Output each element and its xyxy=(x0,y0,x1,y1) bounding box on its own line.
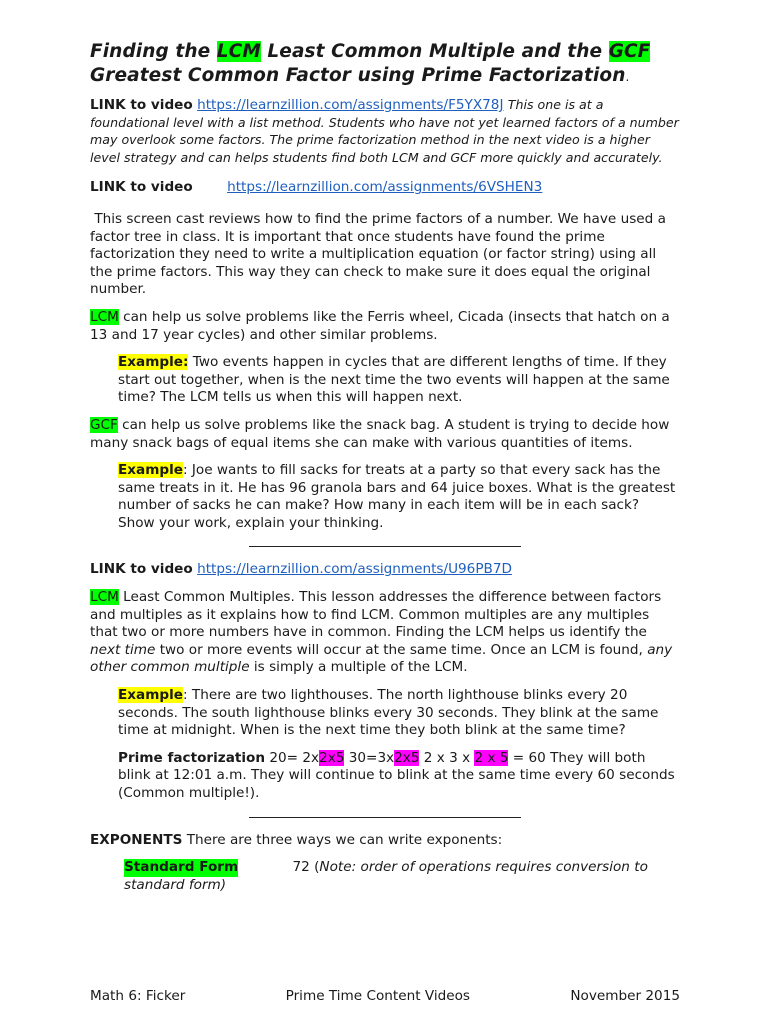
lcm-tag: LCM xyxy=(90,308,119,325)
example-label: Example: xyxy=(118,354,189,371)
exponents-label: EXPONENTS xyxy=(90,831,183,848)
lcm-lesson-paragraph: LCM Least Common Multiples. This lesson addresses the difference between factors and multiples as it explains how to find LCM. Common multiples are any multiples that two or more numbers have in common. Finding the LCM helps us identify the next time two or more events will occur at the same time. Once an LCM is found, any other common multiple is simply a multiple of the LCM. xyxy=(90,589,673,676)
video-link-label: LINK to video xyxy=(90,179,193,196)
video-link-3-paragraph xyxy=(90,561,680,579)
video-link-label: LINK to video xyxy=(90,97,193,113)
lcm-highlight: LCM xyxy=(216,41,261,62)
lcm-use-paragraph: LCM can help us solve problems like the Ferris wheel, Cicada (insects that hatch on a 13 and 17 year cycles) and other similar problems. xyxy=(90,308,670,343)
footer-right: November 2015 xyxy=(570,988,680,1004)
document-page xyxy=(90,40,680,904)
standard-form-row xyxy=(124,859,680,894)
gcf-tag: GCF xyxy=(90,416,118,433)
example-label: Example xyxy=(118,687,184,704)
factor-highlight: 2 x 5 xyxy=(474,749,509,766)
video-link-3[interactable]: https://learnzillion.com/assignments/U96PB7D xyxy=(197,561,512,578)
prime-factorization-paragraph: Prime factorization 20= 2x2x5 30=3x2x5 2 x 3 x 2 x 5 = 60 They will both blink at 12:01 a.m. They will continue to blink at the same time every 60 seconds (Common multiple!). xyxy=(118,749,675,801)
lcm-tag: LCM xyxy=(90,589,119,606)
footer-left: Math 6: Ficker xyxy=(90,988,186,1004)
gcf-use-paragraph: GCF can help us solve problems like the snack bag. A student is trying to decide how many snack bags of equal items she can make with various quantities of items. xyxy=(90,416,670,451)
video-2-description: This screen cast reviews how to find the prime factors of a number. We have used a factor tree in class. It is important that once students have found the prime factorization they need to write a multiplication equation (or factor string) using all the prime factors. This way they can check to make sure it does equal the original number. xyxy=(90,210,666,298)
divider xyxy=(249,817,521,818)
example-2: Example: Joe wants to fill sacks for treats at a party so that every sack has the same treats in it. He has 96 granola bars and 64 juice boxes. What is the greatest number of sacks he can make? How many in each item will be in each sack? Show your work, explain your thinking. xyxy=(118,462,676,531)
divider xyxy=(249,546,521,547)
video-1-note: This one is at a foundational level with a list method. Students who have not yet learned factors of a number may overlook some factors. The prime factorization method in the next video is a higher level strategy and can helps students find both LCM and GCF more quickly and accurately. xyxy=(90,97,679,165)
standard-form-label: Standard Form xyxy=(124,859,239,876)
page-title: Finding the LCM Least Common Multiple and the GCF Greatest Common Factor using Prime Factorization. xyxy=(90,41,651,86)
video-link-2-paragraph xyxy=(90,179,680,197)
example-label: Example xyxy=(118,462,184,479)
video-link-2[interactable]: https://learnzillion.com/assignments/6VSHEN3 xyxy=(227,179,543,196)
video-link-1-paragraph xyxy=(90,97,680,167)
video-link-1[interactable]: https://learnzillion.com/assignments/F5YX78J xyxy=(197,97,504,113)
standard-form-value: 72 ( xyxy=(292,859,320,876)
factor-highlight: 2x5 xyxy=(394,749,420,766)
standard-form-note: Note: order of operations requires conversion to standard form) xyxy=(124,859,648,893)
prime-factorization-label: Prime factorization xyxy=(118,749,266,766)
footer-center: Prime Time Content Videos xyxy=(285,988,471,1004)
gcf-highlight: GCF xyxy=(608,41,651,62)
page-footer xyxy=(90,988,680,1004)
video-link-label: LINK to video xyxy=(90,561,193,578)
exponents-paragraph: EXPONENTS There are three ways we can write exponents: xyxy=(90,831,503,848)
example-3: Example: There are two lighthouses. The north lighthouse blinks every 20 seconds. The south lighthouse blinks every 30 seconds. They blink at the same time at midnight. When is the next time they both blink at the same time? xyxy=(118,687,659,739)
factor-highlight: 2x5 xyxy=(319,749,345,766)
example-1: Example: Two events happen in cycles that are different lengths of time. If they start out together, when is the next time the two events will happen at the same time? The LCM tells us when this will happen next. xyxy=(118,354,670,406)
